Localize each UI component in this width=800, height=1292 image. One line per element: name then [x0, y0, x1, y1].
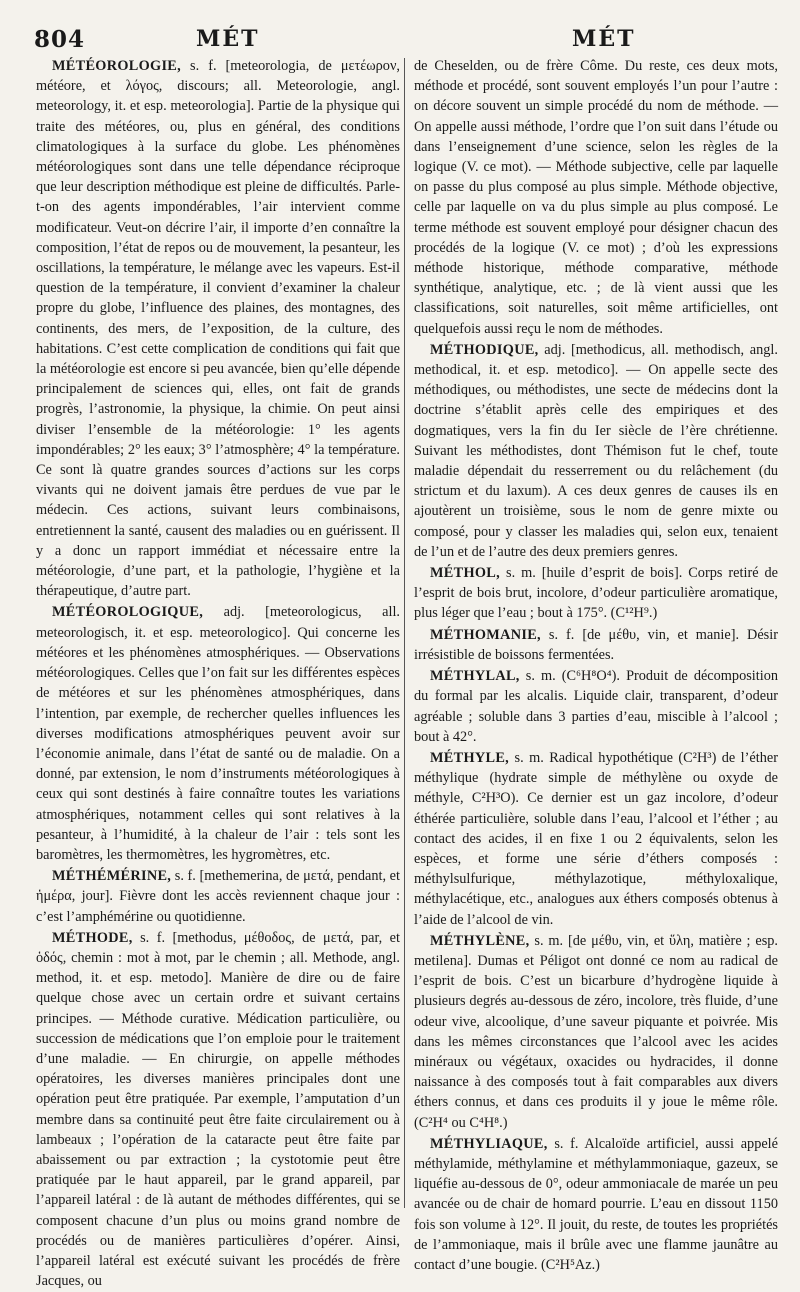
headword: MÉTHODIQUE,	[430, 341, 539, 358]
definition: s. f. Alcaloïde artificiel, aussi appelé méthylamide, méthylamine et méthylammoniaque, gazeux, se liquéfie au-dessous de 0°, odeur ammoniacale de marée un peu avancée ou de chair de homard pourrie. L’eau en dissout 1150 fois son volume à 12°. Il jouit, du reste, de toutes les propriétés de l’ammoniaque, mais il brûle avec une flamme jaunâtre au contact d’une bougie. (C²H⁵Az.)	[414, 1135, 779, 1273]
left-column	[36, 56, 400, 1292]
entry-methomanie	[414, 625, 778, 665]
definition: adj. [meteorologicus, all. meteorologisch, it. et esp. meteorologico]. Qui concerne les météores et les phénomènes atmosphériques. — Observations météorologiques. Celles que l’on fait sur les différentes espèces de météores et sur les phénomènes atmosphériques, dans l’intention, par exemple, de rechercher quelles influences les diverses modifications atmosphériques peuvent avoir sur l’économie animale, dans l’état de santé ou de maladie. On a donné, par extension, le nom d’instruments météorologiques à ceux qui sont destinés à faire connaître toutes les variations atmosphériques, notamment celles qui sont relatives à la pesanteur, à l’humidité, à la chaleur de l’air : tels sont les baromètres, les thermomètres, les hygromètres, etc.	[36, 604, 400, 863]
right-column	[414, 56, 778, 1276]
headword: MÉTÉOROLOGIE,	[52, 58, 182, 74]
column-divider	[404, 58, 405, 1208]
entry-methode-continued	[414, 56, 778, 339]
definition: adj. [methodicus, all. methodisch, angl. methodical, it. et esp. metodico]. — On appelle secte des méthodiques, ou méthodistes, une secte de médecins dont la doctrine s’établit après celle des empiriques et des dogmatiques, vers la fin du Ier siècle de l’ère chrétienne. Suivant les méthodistes, dont Thémison fut le chef, toute maladie dépendait du resserrement ou du relâchement (du strictum et du laxum). A ces deux genres de causes ils en ajoutèrent un troisième, sous le nom de genre mixte ou composé, pour y classer les maladies qui, selon eux, tenaient de l’un et de l’autre des deux premiers genres.	[414, 341, 778, 560]
headword: MÉTHODE,	[52, 929, 133, 946]
headword: MÉTHYLE,	[430, 749, 510, 766]
definition: s. f. [de μέθυ, vin, et manie]. Désir irrésistible de boissons fermentées.	[414, 626, 778, 663]
definition: s. f. [methemerina, de μετά, pendant, et ἡμέρα, jour]. Fièvre dont les accès reviennent chaque jour : c’est l’amphémérine ou quotidienne.	[36, 868, 400, 925]
definition: s. f. [methodus, μέθοδος, de μετά, par, et ὁδός, chemin : mot à mot, par le chemin ; all. Methode, angl. method, it. et esp. metodo]. Manière de dire ou de faire quelque chose avec un certain ordre et suivant certains principes. — Méthode curative. Médication particulière, ou succession de médications que l’on emploie pour le traitement d’une maladie. — En chirurgie, on appelle méthodes opératoires, les diverses manières principales dont une opération peut être pratiquée. Par exemple, l’amputation d’un membre dans sa continuité peut être faite circulairement ou à lambeaux ; l’opération de la cataracte peut être faite par abaissement ou par extraction ; la cystotomie peut être pratiquée par le haut appareil, par le grand appareil, par l’appareil latéral : de là autant de méthodes différentes, qui se composent chacune d’un plus ou moins grand nombre de procédés ou de manières particulières d’opérer. Ainsi, l’appareil latéral est exécuté suivant les procédés de frère Jacques, ou	[36, 929, 400, 1290]
entry-meteorologique	[36, 602, 400, 865]
headword: MÉTÉOROLOGIQUE,	[52, 604, 204, 621]
entry-methylene	[414, 931, 778, 1133]
definition: s. m. Radical hypothétique (C²H³) de l’éther méthylique (hydrate simple de méthylène ou oxyde de méthyle, C²H³O). Ce dernier est un gaz incolore, d’odeur éthérée particulière, soluble dans l’eau, l’alcool et l’éther ; au contact des acides, il en fixe 1 ou 2 équivalents, selon les espèces, et forme une série d’éthers composés : méthylsulfurique, méthylazotique, méthyloxalique, méthylacétique, etc., analogues aux éthers composés obtenus à l’aide de l’alcool de vin.	[414, 749, 778, 928]
headword: MÉTHOMANIE,	[430, 626, 541, 643]
headword: MÉTHOL,	[430, 565, 501, 582]
entry-methodique	[414, 340, 778, 562]
running-head-right: MÉT	[572, 26, 636, 52]
headword: MÉTHÉMÉRINE,	[52, 868, 172, 885]
definition: s. m. [de μέθυ, vin, et ὕλη, matière ; esp. metilena]. Dumas et Péligot ont donné ce nom au radical de l’esprit de bois. C’est un bicarbure d’hydrogène liquide à plusieurs degrés au-dessous de zéro, incolore, très fluide, d’une odeur vive, alcoolique, d’une saveur piquante et poivrée. Mis dans les mêmes circonstances que l’alcool avec les acides minéraux ou végétaux, oxacides ou hydracides, il donne naissance à des composés tout à fait comparables aux divers éthers connus, et dans ces produits il y joue le même rôle. (C²H⁴ ou C⁴H⁸.)	[414, 932, 778, 1131]
entry-methode	[36, 928, 400, 1292]
headword: MÉTHYLAL,	[430, 668, 520, 685]
entry-methyliaque	[414, 1134, 778, 1275]
definition: s. f. [meteorologia, de μετέωρον, météore, et λόγος, discours; all. Meteorologie, angl. meteorology, it. et esp. meteorologia]. Partie de la physique qui traite des météores, ou, plus en général, des conditions climatologiques à la surface du globe. Les phénomènes météorologiques sont dans une telle dépendance réciproque que leur description méthodique est pleine de difficultés. Parle-t-on des agents impondérables, l’air intervient comme modificateur. Veut-on décrire l’air, il importe d’en connaître la composition, l’état de repos ou de mouvement, la pesanteur, les oscillations, la température, le mélange avec les vapeurs. Est-il question de la température, il convient d’examiner la chaleur propre du globe, l’influence des plaines, des montagnes, des continents, des mers, de l’exposition, de la culture, des habitations. C’est cette complication de conditions qui fait que la météorologie est encore si peu avancée, bien qu’elle dépende principalement de sciences qui, elles, ont fait de grands progrès, l’astronomie, la physique, la chimie. On peut ainsi diviser l’ensemble de la météorologie: 1° les agents impondérables; 2° les eaux; 3° l’atmosphère; 4° la température. Ce sont là quatre grandes sources d’actions sur les corps vivants qui ne doivent jamais être perdues de vue par le médecin. Ces actions, suivant leurs combinaisons, entretiennent la santé, causent des maladies ou en guérissent. Il y a donc un rapport immédiat et nécessaire entre la météorologie, d’une part, et la pathologie, l’hygiène et la thérapeutique, d’autre part.	[36, 58, 400, 600]
entry-methyle	[414, 748, 778, 930]
headword: MÉTHYLÈNE,	[430, 932, 530, 949]
entry-methol	[414, 563, 778, 624]
running-head-left: MÉT	[196, 26, 260, 52]
entry-meteorologie	[36, 56, 400, 601]
definition: s. m. [huile d’esprit de bois]. Corps retiré de l’esprit de bois brut, incolore, d’odeur particulière aromatique, plus léger que l’eau ; bout à 175°. (C¹²H⁹.)	[414, 565, 779, 622]
page-number: 804	[34, 26, 86, 53]
definition: de Cheselden, ou de frère Côme. Du reste, ces deux mots, méthode et procédé, sont souvent employés l’un pour l’autre : on décore souvent un simple procédé du nom de méthode. — On appelle aussi méthode, l’ordre que l’on suit dans l’étude ou dans l’enseignement d’une science, selon les règles de la logique (V. ce mot). — Méthode subjective, celle par laquelle on passe du plus composé au plus simple. Méthode objective, celle par laquelle on va du plus simple au plus composé. Le terme méthode est souvent employé pour désigner chacun des procédés de la logique (V. ce mot) ; d’où les expressions méthode historique, méthode comparative, méthode synthétique, analytique, etc. ; de là vient aussi que les classifications, soit naturelles, soit même artificielles, ont quelquefois aussi reçu le nom de méthodes.	[414, 58, 778, 337]
definition: s. m. (C⁶H⁸O⁴). Produit de décomposition du formal par les alcalis. Liquide clair, transparent, d’odeur agréable ; soluble dans 3 parties d’eau, miscible à l’alcool ; bout à 42°.	[414, 668, 778, 745]
headword: MÉTHYLIAQUE,	[430, 1135, 548, 1152]
entry-methemerine	[36, 866, 400, 927]
entry-methylal	[414, 666, 778, 747]
